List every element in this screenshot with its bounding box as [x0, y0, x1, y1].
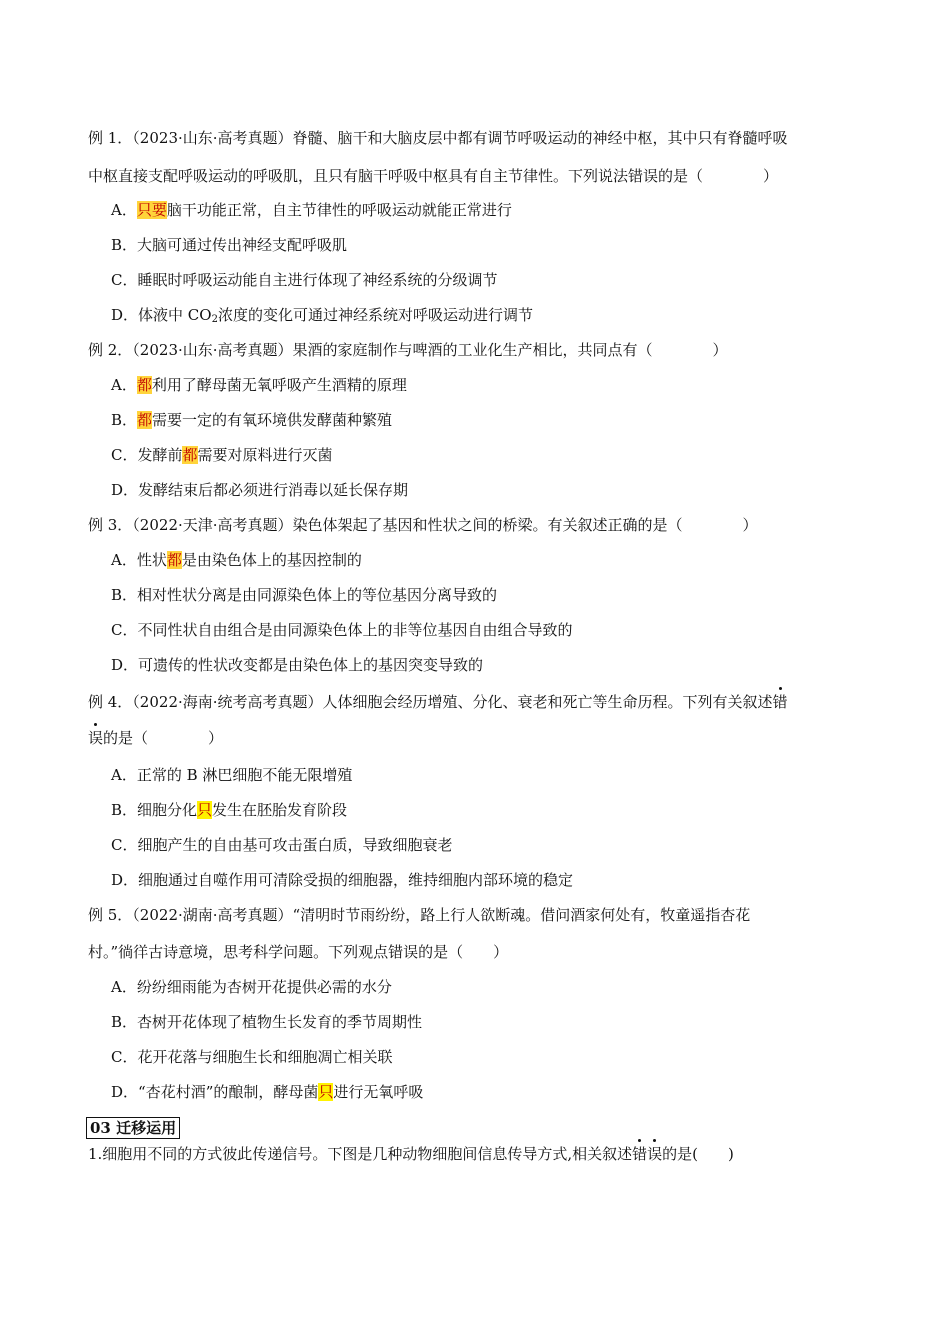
- q4-option-c[interactable]: C．细胞产生的自由基可攻击蛋白质，导致细胞衰老: [111, 836, 453, 854]
- option-text: 发生在胚胎发育阶段: [212, 801, 348, 819]
- q2-option-b[interactable]: [111, 410, 392, 430]
- highlight-keyword: 都: [137, 411, 153, 429]
- stem-text: 的是（ ）: [103, 729, 224, 747]
- q2-stem: 例 2．（2023·山东·高考真题）果酒的家庭制作与啤酒的工业化生产相比，共同点有（ ）: [88, 341, 728, 359]
- q4-option-a[interactable]: A．正常的 B 淋巴细胞不能无限增殖: [111, 766, 353, 784]
- stem-text: 的是( ): [662, 1145, 734, 1163]
- q3-option-a[interactable]: [111, 550, 362, 570]
- option-text: 需要对原料进行灭菌: [197, 446, 333, 464]
- option-label: A．: [111, 201, 137, 219]
- option-text: 进行无氧呼吸: [333, 1083, 424, 1101]
- t1-stem: [88, 1144, 734, 1164]
- highlight-keyword: 只要: [136, 201, 167, 219]
- section-title: 03 迁移运用: [86, 1117, 180, 1139]
- emphasis-dot-char: 误: [647, 1145, 663, 1163]
- q3-stem: 例 3．（2022·天津·高考真题）染色体架起了基因和性状之间的桥梁。有关叙述正确的是（ ）: [88, 516, 758, 534]
- q4-option-b[interactable]: [111, 800, 347, 820]
- option-text: 浓度的变化可通过神经系统对呼吸运动进行调节: [217, 306, 533, 324]
- highlight-keyword: 都: [166, 551, 182, 569]
- q1-option-d[interactable]: [111, 305, 533, 330]
- highlight-keyword: 都: [182, 446, 198, 464]
- option-text: 利用了酵母菌无氧呼吸产生酒精的原理: [151, 376, 407, 394]
- q5-stem-line1: 例 5．（2022·湖南·高考真题）“清明时节雨纷纷，路上行人欲断魂。借问酒家何处有，牧童遥指杏花: [88, 906, 751, 924]
- q5-option-b[interactable]: B．杏树开花体现了植物生长发育的季节周期性: [111, 1013, 423, 1031]
- option-text: D．体液中 CO: [111, 306, 212, 324]
- q1-stem-line2: 中枢直接支配呼吸运动的呼吸肌，且只有脑干呼吸中枢具有自主节律性。下列说法错误的是（ ）: [88, 167, 779, 185]
- q1-stem-line1: 例 1．（2023·山东·高考真题）脊髓、脑干和大脑皮层中都有调节呼吸运动的神经中枢，其中只有脊髓呼吸: [88, 129, 788, 147]
- subscript: 2: [211, 314, 218, 325]
- q1-option-b[interactable]: B．大脑可通过传出神经支配呼吸肌: [111, 236, 348, 254]
- q1-option-a[interactable]: [111, 200, 512, 220]
- highlight-keyword: 只: [197, 801, 213, 819]
- option-text: 脑干功能正常，自主节律性的呼吸运动就能正常进行: [166, 201, 512, 219]
- q5-option-c[interactable]: C．花开花落与细胞生长和细胞凋亡相关联: [111, 1048, 393, 1066]
- option-text: 是由染色体上的基因控制的: [181, 551, 362, 569]
- option-label: A．: [111, 376, 137, 394]
- option-text: 需要一定的有氧环境供发酵菌种繁殖: [152, 411, 393, 429]
- option-label: B．: [111, 411, 138, 429]
- q2-option-c[interactable]: [111, 445, 333, 465]
- q5-option-d[interactable]: [111, 1082, 423, 1102]
- option-label: A．性状: [111, 551, 167, 569]
- stem-text: 1.细胞用不同的方式彼此传递信号。下图是几种动物细胞间信息传导方式,相关叙述: [88, 1145, 633, 1163]
- q5-stem-line2: 村。”徜徉古诗意境，思考科学问题。下列观点错误的是（ ）: [88, 943, 509, 961]
- q3-option-b[interactable]: B．相对性状分离是由同源染色体上的等位基因分离导致的: [111, 586, 498, 604]
- option-label: D．“杏花村酒”的酿制，酵母菌: [111, 1083, 319, 1101]
- q2-option-d[interactable]: D．发酵结束后都必须进行消毒以延长保存期: [111, 481, 409, 499]
- highlight-keyword: 只: [318, 1083, 334, 1101]
- highlight-keyword: 都: [136, 376, 152, 394]
- q4-option-d[interactable]: D．细胞通过自噬作用可清除受损的细胞器，维持细胞内部环境的稳定: [111, 871, 574, 889]
- q3-option-c[interactable]: C．不同性状自由组合是由同源染色体上的非等位基因自由组合导致的: [111, 621, 573, 639]
- emphasis-dot-char: 错: [772, 693, 788, 711]
- q3-option-d[interactable]: D．可遗传的性状改变都是由染色体上的基因突变导致的: [111, 656, 484, 674]
- emphasis-dot-char: 误: [88, 729, 104, 747]
- q2-option-a[interactable]: [111, 375, 407, 395]
- q4-stem-line2: [88, 728, 223, 748]
- emphasis-dot-char: 错: [632, 1145, 648, 1163]
- option-label: C．发酵前: [111, 446, 183, 464]
- option-label: B．细胞分化: [111, 801, 198, 819]
- q5-option-a[interactable]: A．纷纷细雨能为杏树开花提供必需的水分: [111, 978, 392, 996]
- q1-option-c[interactable]: C．睡眠时呼吸运动能自主进行体现了神经系统的分级调节: [111, 271, 498, 289]
- q4-stem-line1: [88, 692, 788, 712]
- stem-text: 例 4．（2022·海南·统考高考真题）人体细胞会经历增殖、分化、衰老和死亡等生命历程。下列有关叙述: [88, 693, 773, 711]
